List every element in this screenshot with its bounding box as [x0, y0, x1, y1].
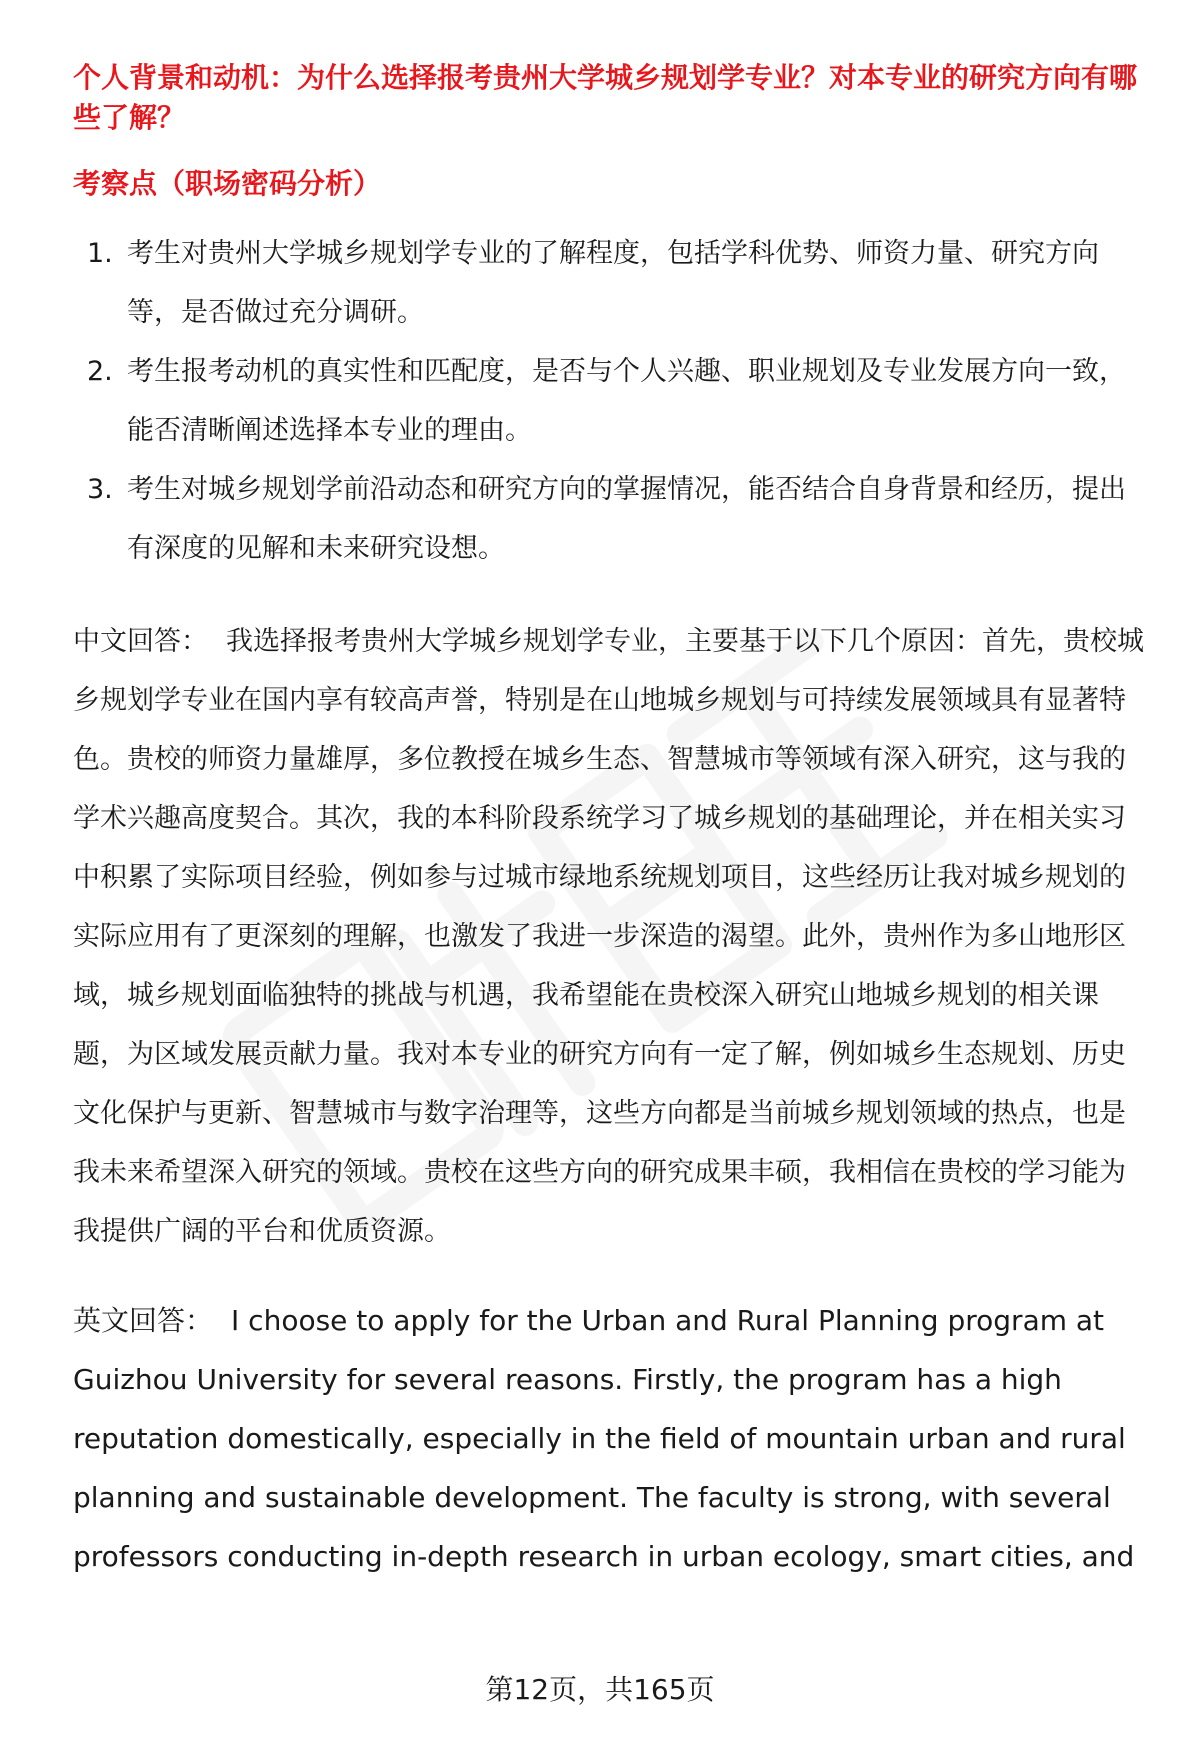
chinese-answer-text: 我选择报考贵州大学城乡规划学专业，主要基于以下几个原因：首先，贵校城乡规划学专业在国内享有较高声誉，特别是在山地城乡规划与可持续发展领域具有显著特色。贵校的师资力量雄厚，多位教授在城乡生态、智慧城市等领域有深入研究，这与我的学术兴趣高度契合。其次，我的本科阶段系统学习了城乡规划的基础理论，并在相关实习中积累了实际项目经验，例如参与过城市绿地系统规划项目，这些经历让我对城乡规划的实际应用有了更深刻的理解，也激发了我进一步深造的渴望。此外，贵州作为多山地形区域，城乡规划面临独特的挑战与机遇，我希望能在贵校深入研究山地城乡规划的相关课题，为区域发展贡献力量。我对本专业的研究方向有一定了解，例如城乡生态规划、历史文化保护与更新、智慧城市与数字治理等，这些方向都是当前城乡规划领域的热点，也是我未来希望深入研究的领域。贵校在这些方向的研究成果丰硕，我相信在贵校的学习能为我提供广阔的平台和优质资源。: [73, 626, 1144, 1247]
english-answer-text: I choose to apply for the Urban and Rural Planning program at Guizhou University for several reasons. Firstly, the program has a high reputation domestically, especially in the field of mountain urban and rural planning and sustainable development. The faculty is strong, with several professors conducting in-depth research in urban ecology, smart cities, and: [73, 1304, 1135, 1573]
point-number: 1.: [87, 238, 113, 269]
page-footer: 第12页，共165页: [485, 1673, 715, 1706]
assessment-point: [73, 224, 1145, 342]
chinese-answer-label: 中文回答：: [73, 626, 208, 657]
point-number: 3.: [87, 474, 113, 505]
assessment-title: 考察点（职场密码分析）: [73, 167, 382, 200]
document-page: [73, 58, 1145, 1586]
assessment-points-list: [73, 224, 1145, 578]
point-text: 考生报考动机的真实性和匹配度，是否与个人兴趣、职业规划及专业发展方向一致，能否清晰阐述选择本专业的理由。: [127, 356, 1126, 446]
assessment-point: [73, 342, 1145, 460]
chinese-answer: [73, 612, 1145, 1261]
english-answer: [73, 1291, 1145, 1586]
point-text: 考生对贵州大学城乡规划学专业的了解程度，包括学科优势、师资力量、研究方向等，是否做过充分调研。: [127, 238, 1099, 328]
assessment-point: [73, 460, 1145, 578]
point-text: 考生对城乡规划学前沿动态和研究方向的掌握情况，能否结合自身背景和经历，提出有深度的见解和未来研究设想。: [127, 474, 1126, 564]
point-number: 2.: [87, 356, 113, 387]
english-answer-label: 英文回答：: [73, 1304, 214, 1337]
question-heading: 个人背景和动机：为什么选择报考贵州大学城乡规划学专业？对本专业的研究方向有哪些了解？: [73, 61, 1138, 134]
